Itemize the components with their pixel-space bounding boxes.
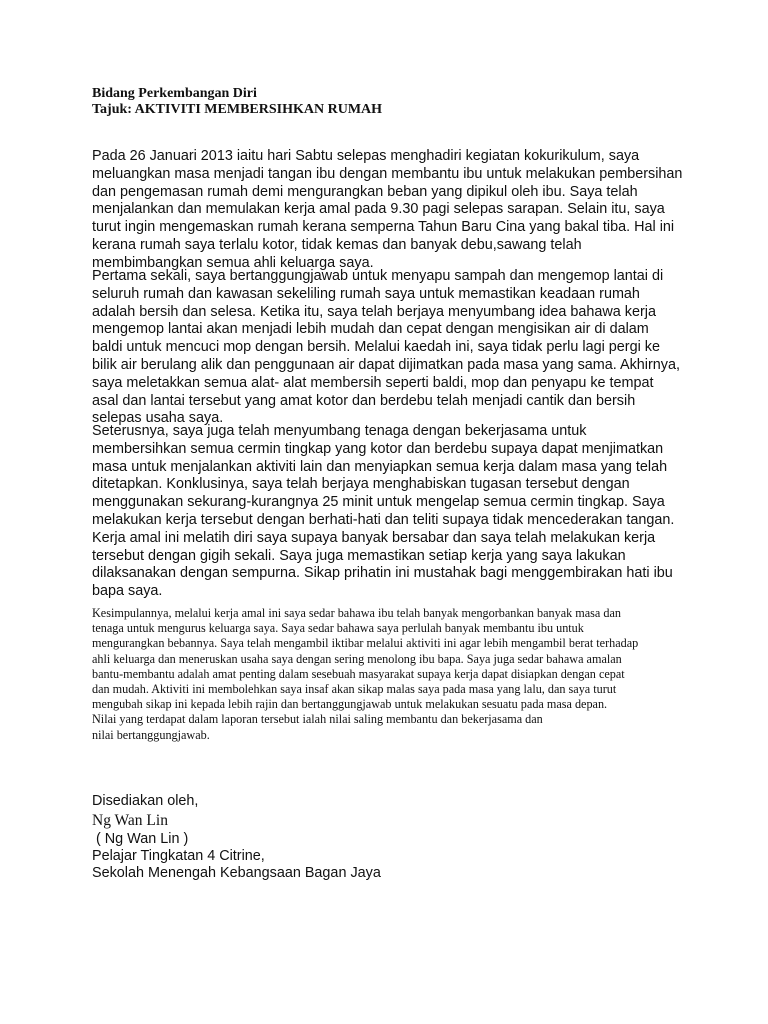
paragraph-line: adalah bersih dan selesa. Ketika itu, saya telah berjaya menyumbang idea bahawa kerja bbox=[92, 303, 656, 320]
paragraph-conclusion bbox=[92, 606, 692, 743]
paragraph-line: turut ingin mengemaskan rumah kerana semperna Tahun Baru Cina yang bakal tiba. Hal ini bbox=[92, 219, 675, 236]
paragraph-line: seluruh rumah dan kawasan sekeliling rumah saya untuk memastikan keadaan rumah bbox=[92, 285, 640, 302]
paragraph-line: menggunakan sekurang-kurangnya 25 minit untuk mengelap semua cermin tingkap. Saya bbox=[92, 494, 665, 511]
paragraph-line: Pada 26 Januari 2013 iaitu hari Sabtu selepas menghadiri kegiatan kokurikulum, saya bbox=[92, 148, 640, 164]
paragraph-line: Pertama sekali, saya bertanggungjawab untuk menyapu sampah dan mengemop lantai di bbox=[92, 268, 664, 284]
paragraph-line: ditetapkan. Konklusinya, saya telah berjaya menghabiskan tugasan tersebut dengan bbox=[92, 476, 630, 493]
paragraph-line: Kesimpulannya, melalui kerja amal ini saya sedar bahawa ibu telah banyak mengorbankan banyak masa dan bbox=[92, 606, 621, 620]
paragraph-line: saya meletakkan semua alat- alat membersih seperti baldi, mop dan penyapu ke tempat bbox=[92, 374, 654, 391]
student-class: Pelajar Tingkatan 4 Citrine, bbox=[92, 848, 265, 864]
paragraph-line: mengemop lantai akan menjadi lebih mudah dan cepat dengan mengisikan air di dalam bbox=[92, 321, 649, 338]
school-name: Sekolah Menengah Kebangsaan Bagan Jaya bbox=[92, 865, 381, 881]
paragraph-line: dan pengemasan rumah demi mengurangkan beban yang dipikul oleh ibu. Saya telah bbox=[92, 183, 638, 200]
paragraph-line: kerana rumah saya terlalu kotor, tidak kemas dan banyak debu,sawang telah bbox=[92, 236, 582, 253]
paragraph-line: membersihkan semua cermin tingkap yang kotor dan berdebu supaya dapat menjimatkan bbox=[92, 440, 664, 457]
paragraph-line: bantu-membantu adalah amat penting dalam sesebuah masyarakat supaya kerja dapat disiapkan dengan cepat bbox=[92, 666, 625, 681]
paragraph-line: tersebut dengan gigih sekali. Saya juga memastikan setiap kerja yang saya lakukan bbox=[92, 547, 626, 564]
signature-block bbox=[92, 792, 692, 882]
paragraph-line: selepas usaha saya. bbox=[92, 410, 224, 427]
bracketed-name: ( Ng Wan Lin ) bbox=[96, 831, 189, 847]
paragraph-line: dilaksanakan dengan sempurna. Sikap prihatin ini mustahak bagi menggembirakan hati ibu bbox=[92, 565, 673, 582]
document-header bbox=[92, 86, 692, 118]
paragraph-line: asal dan lantai tersebut yang amat kotor dan berdebu telah menjadi cantik dan bersih bbox=[92, 392, 636, 409]
paragraph-line: melakukan kerja tersebut dengan berhati-hati dan teliti supaya tidak mencederakan tangan. bbox=[92, 511, 675, 528]
paragraph-line: dan mudah. Aktiviti ini membolehkan saya insaf akan sikap malas saya pada masa yang lalu, dan saya turut bbox=[92, 682, 617, 697]
paragraph-line: bapa saya. bbox=[92, 583, 163, 600]
paragraph-line: menjalankan dan memulakan kerja amal pada 9.30 pagi selepas sarapan. Selain itu, saya bbox=[92, 201, 665, 218]
paragraph-line: baldi untuk mencuci mop dengan bersih. Melalui kaedah ini, saya tidak perlu lagi pergi ke bbox=[92, 339, 660, 356]
paragraph-first-task bbox=[92, 268, 692, 428]
title-heading: Tajuk: AKTIVITI MEMBERSIHKAN RUMAH bbox=[92, 102, 383, 117]
prepared-by-label: Disediakan oleh, bbox=[92, 793, 199, 809]
paragraph-line: mengurangkan bebannya. Saya telah mengambil iktibar melalui aktiviti ini agar lebih mengambil berat terhadap bbox=[92, 636, 639, 651]
paragraph-line: membimbangkan semua ahli keluarga saya. bbox=[92, 254, 374, 271]
paragraph-line: mengubah sikap ini kepada lebih rajin dan bertanggungjawab untuk melakukan sesuatu pada masa depan. bbox=[92, 697, 608, 712]
paragraph-line: meluangkan masa menjadi tangan ibu dengan membantu ibu untuk melakukan pembersihan bbox=[92, 165, 683, 182]
signature-name: Ng Wan Lin bbox=[92, 812, 168, 829]
paragraph-introduction bbox=[92, 148, 692, 273]
paragraph-line: ahli keluarga dan meneruskan usaha saya dengan sering menolong ibu bapa. Saya juga sedar bahawa amalan bbox=[92, 651, 622, 666]
paragraph-line: bilik air berulang alik dan penggunaan air dapat dijimatkan pada masa yang sama. Akhirnya, bbox=[92, 356, 680, 373]
paragraph-line: Kerja amal ini melatih diri saya supaya banyak bersabar dan saya telah melakukan kerja bbox=[92, 529, 656, 546]
subject-heading: Bidang Perkembangan Diri bbox=[92, 86, 257, 101]
paragraph-second-task bbox=[92, 423, 692, 601]
paragraph-line: tenaga untuk mengurus keluarga saya. Saya sedar bahawa saya perlulah banyak membantu ibu untuk bbox=[92, 621, 584, 636]
paragraph-line: masa untuk menjalankan aktiviti lain dan menyiapkan semua kerja dalam masa yang telah bbox=[92, 458, 668, 475]
paragraph-line: Seterusnya, saya juga telah menyumbang tenaga dengan bekerjasama untuk bbox=[92, 423, 587, 439]
paragraph-line: nilai bertanggungjawab. bbox=[92, 727, 210, 742]
paragraph-line: Nilai yang terdapat dalam laporan tersebut ialah nilai saling membantu dan bekerjasama dan bbox=[92, 712, 543, 727]
